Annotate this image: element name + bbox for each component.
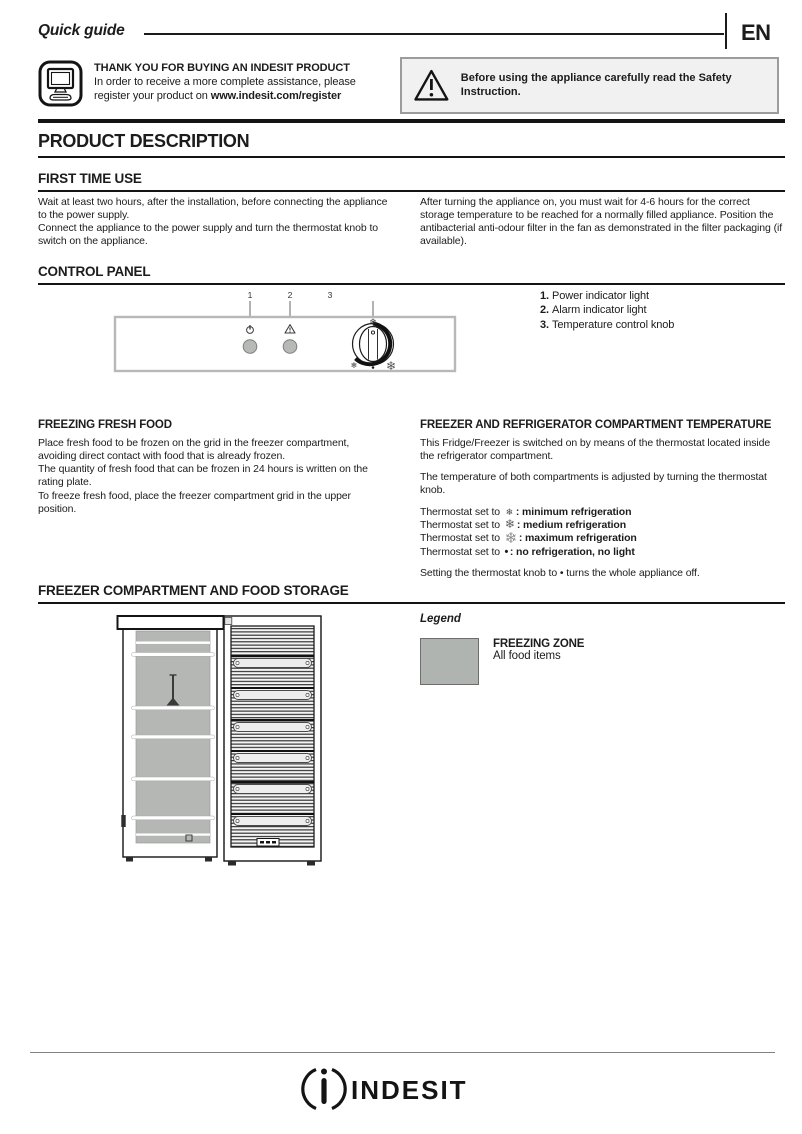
legend-num: 1. bbox=[540, 290, 549, 302]
power-indicator-light bbox=[243, 340, 257, 354]
brand-name: INDESIT bbox=[351, 1075, 468, 1105]
cabinet-brand-plate bbox=[257, 839, 279, 847]
thermostat-row bbox=[420, 546, 785, 559]
first-time-use-right-column bbox=[420, 196, 785, 249]
freezer-door bbox=[118, 616, 224, 862]
legend-num: 3. bbox=[540, 319, 549, 331]
first-time-use-body bbox=[38, 196, 785, 249]
callout-number-2: 2 bbox=[287, 290, 293, 300]
thermostat-row bbox=[420, 506, 785, 519]
paragraph: Place fresh food to be frozen on the grid in the freezer compartment, avoiding direct contact with food that is already frozen. bbox=[38, 437, 350, 463]
heading-product-description: PRODUCT DESCRIPTION bbox=[38, 131, 250, 151]
row-prefix: Thermostat set to bbox=[420, 519, 500, 532]
thermostat-settings bbox=[420, 506, 785, 559]
thermostat-row bbox=[420, 518, 785, 532]
header-rule-end bbox=[725, 13, 727, 49]
snowflake-min-icon: ❄ bbox=[369, 317, 377, 327]
section-divider bbox=[38, 119, 785, 123]
row-prefix: Thermostat set to bbox=[420, 545, 500, 558]
legend-num: 2. bbox=[540, 303, 549, 316]
heading-first-time-use: FIRST TIME USE bbox=[38, 171, 142, 186]
snowflake-mid-icon: ❄ bbox=[350, 361, 358, 370]
paragraph: After turning the appliance on, you must wait for 4-6 hours for the correct storage temperature to be reached for a normally filled appliance. Position the antibacterial anti-odour filter in the fan as demonstrated in the filter packaging (if available). bbox=[420, 196, 783, 248]
first-time-use-left-column bbox=[38, 196, 390, 249]
snowflake-large-icon: ❄ bbox=[504, 530, 518, 548]
register-line1: In order to receive a more complete assistance, please bbox=[94, 75, 356, 88]
off-dot-icon: • bbox=[504, 545, 509, 558]
heading-control-panel: CONTROL PANEL bbox=[38, 264, 151, 279]
paragraph: Connect the appliance to the power supply and turn the thermostat knob to switch on the appliance. bbox=[38, 222, 379, 248]
register-url[interactable]: www.indesit.com/register bbox=[210, 89, 342, 102]
hinge bbox=[225, 618, 232, 625]
callout-number-3: 3 bbox=[327, 290, 333, 300]
register-computer-icon bbox=[38, 60, 83, 107]
heading-compartment-temperature: FREEZER AND REFRIGERATOR COMPARTMENT TEMPERATURE bbox=[420, 419, 772, 431]
safety-warning-box bbox=[400, 57, 779, 114]
warning-triangle-icon bbox=[413, 68, 450, 103]
legend-label: Alarm indicator light bbox=[551, 303, 647, 316]
control-panel-legend bbox=[540, 290, 674, 333]
freezing-zone-swatch bbox=[420, 638, 479, 685]
legend-title: Legend bbox=[420, 613, 461, 625]
register-line2-prefix: register your product on bbox=[94, 89, 211, 102]
snowflake-max-icon: ❄ bbox=[385, 359, 397, 373]
row-value: : medium refrigeration bbox=[516, 519, 627, 532]
zone-description: All food items bbox=[493, 650, 561, 662]
paragraph: To freeze fresh food, place the freezer compartment grid in the upper position. bbox=[38, 489, 351, 515]
heading-rule bbox=[38, 283, 785, 285]
freezer-diagram bbox=[112, 611, 327, 867]
legend-label: Temperature control knob bbox=[551, 319, 675, 331]
page-title: Quick guide bbox=[38, 22, 125, 39]
door-latch bbox=[121, 815, 125, 827]
row-value: : no refrigeration, no light bbox=[509, 545, 635, 558]
row-value: : minimum refrigeration bbox=[515, 505, 632, 518]
row-prefix: Thermostat set to bbox=[420, 532, 500, 545]
control-panel-diagram bbox=[98, 286, 474, 382]
legend-row bbox=[540, 290, 674, 304]
paragraph: This Fridge/Freezer is switched on by means of the thermostat located inside the refrigerator compartment. bbox=[420, 437, 771, 463]
legend-item bbox=[420, 638, 584, 685]
mid-section bbox=[38, 419, 785, 580]
legend-row bbox=[540, 304, 674, 318]
heading-rule bbox=[38, 190, 785, 192]
footer-rule bbox=[30, 1052, 775, 1053]
thermostat-row bbox=[420, 532, 785, 546]
row-value: : maximum refrigeration bbox=[518, 532, 637, 545]
zone-title: FREEZING ZONE bbox=[493, 638, 585, 650]
header-rule bbox=[144, 33, 724, 35]
footer bbox=[0, 1063, 802, 1115]
indesit-logo bbox=[301, 1063, 501, 1115]
snowflake-medium-icon: ❄ bbox=[504, 517, 515, 532]
callout-number-1: 1 bbox=[247, 290, 253, 300]
paragraph: The temperature of both compartments is adjusted by turning the thermostat knob. bbox=[420, 471, 767, 497]
off-dot bbox=[372, 366, 375, 369]
legend-label: Power indicator light bbox=[551, 290, 649, 302]
paragraph: Setting the thermostat knob to • turns the whole appliance off. bbox=[420, 566, 700, 579]
register-block bbox=[38, 60, 388, 107]
heading-freezing-fresh-food: FREEZING FRESH FOOD bbox=[38, 419, 172, 431]
freezing-fresh-food-column bbox=[38, 419, 390, 580]
compartment-temperature-column bbox=[420, 419, 785, 580]
language-badge: EN bbox=[741, 20, 771, 45]
snowflake-small-icon: ❄ bbox=[505, 506, 514, 517]
register-line2 bbox=[94, 90, 356, 104]
freezer-legend bbox=[420, 613, 584, 685]
paragraph: Wait at least two hours, after the installation, before connecting the appliance to the power supply. bbox=[38, 196, 388, 222]
row-prefix: Thermostat set to bbox=[420, 505, 500, 518]
paragraph: The quantity of fresh food that can be frozen in 24 hours is written on the rating plate. bbox=[38, 463, 368, 489]
legend-row bbox=[540, 319, 674, 333]
heading-freezer-storage: FREEZER COMPARTMENT AND FOOD STORAGE bbox=[38, 583, 349, 598]
alarm-indicator-light bbox=[283, 340, 297, 354]
register-title: THANK YOU FOR BUYING AN INDESIT PRODUCT bbox=[94, 62, 350, 74]
freezer-cabinet bbox=[224, 616, 321, 866]
heading-rule bbox=[38, 602, 785, 604]
warning-text: Before using the appliance carefully read the Safety Instruction. bbox=[460, 71, 732, 98]
heading-rule bbox=[38, 156, 785, 158]
